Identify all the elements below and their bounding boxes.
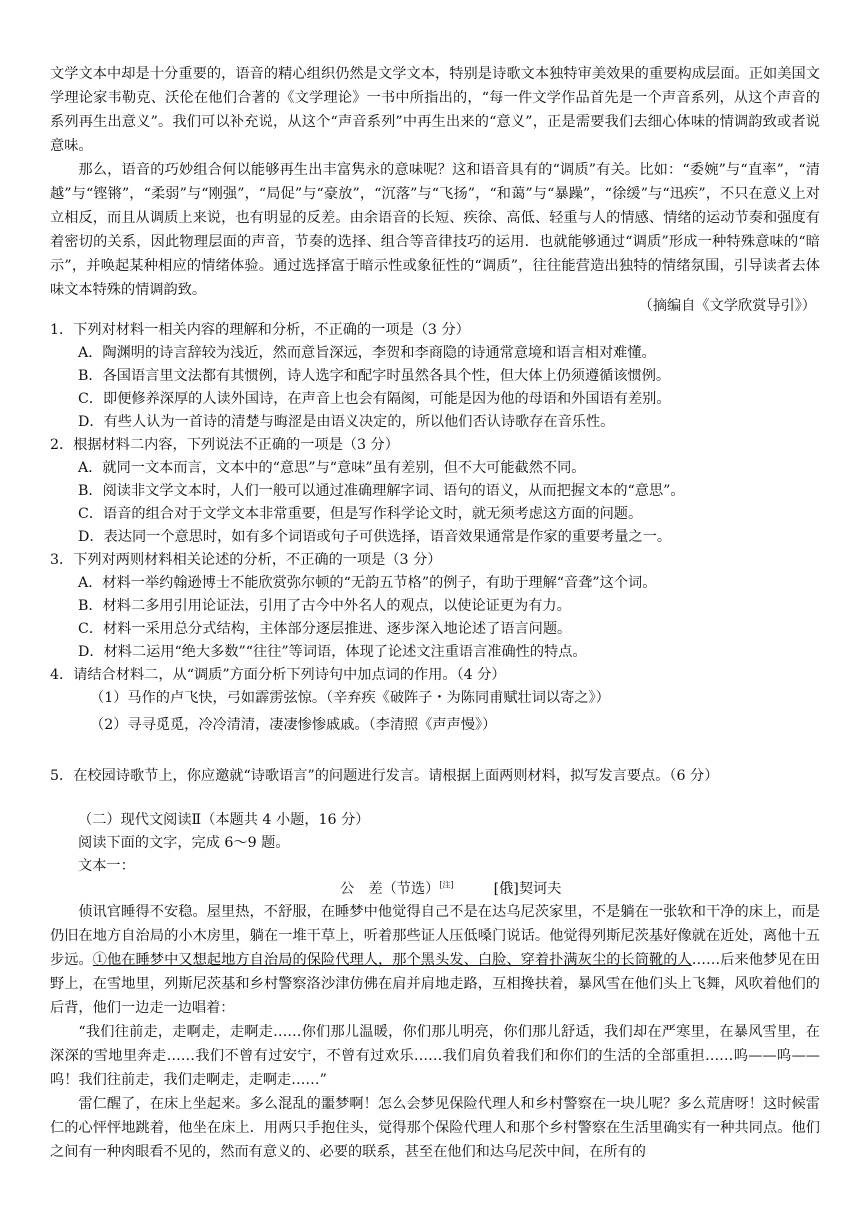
story-paragraph-1-start: 侦讯官睡得不安稳。屋里热，不舒服，在睡梦中他觉得自己不是在达乌尼茨家里，不是躺在一张软和干净的床上，而是仍旧在地方自治局的小木房里，躺在一堆干草上，听着那些证人压低嗓门说话。他觉得列斯尼茨基好像就在近处，离他十五步远。 xyxy=(50,904,820,968)
story-author: [俄]契诃夫 xyxy=(493,881,562,897)
question-2-option-c: C．语音的组合对于文学文本非常重要，但是写作科学论文时，就无须考虑这方面的问题。 xyxy=(78,506,643,522)
material-2-paragraph-2: 那么，语音的巧妙组合何以能够再生出丰富隽永的意味呢？这和语音具有的“调质”有关。比如：“委婉”与“直率”，“清越”与“铿锵”，“柔弱”与“刚强”，“局促”与“豪放”，“沉落”与“飞扬”，“和蔼”与“暴躁”，“徐缓”与“迅疾”，不只在意义上对立相反，而且从调质上来说，也有明显的反差。由余语音的长短、疾徐、高低、轻重与人的情感、情绪的运动节奏和强度有着密切的关系，因此物理层面的声音，节奏的选择、组合等音律技巧的运用．也就能够通过“调质”形成一种特殊意味的“暗示”，并唤起某种相应的情绪体验。通过选择富于暗示性或象征性的“调质”，往往能营造出独特的情绪氛围，引导读者去体味文本特殊的情调韵致。 xyxy=(50,162,820,298)
question-2-stem: 2．根据材料二内容，下列说法不正确的一项是（3 分） xyxy=(50,437,399,453)
question-4-poem-2: （2）寻寻觅觅，冷冷清清，凄凄惨惨戚戚。（李清照《声声慢》） xyxy=(90,717,497,733)
question-2-option-a: A．就同一文本而言，文本中的“意思”与“意味”虽有差别，但不大可能截然不同。 xyxy=(78,460,586,476)
question-3-stem: 3．下列对两则材料相关论述的分析，不正确的一项是（3 分） xyxy=(50,552,442,568)
story-paragraph-1 xyxy=(50,900,820,1020)
question-1-stem: 1．下列对材料一相关内容的理解和分析，不正确的一项是（3 分） xyxy=(50,322,470,338)
story-title-text: 公 差（节选） xyxy=(340,881,440,897)
source-citation: （摘编自《文学欣赏导引》） xyxy=(638,298,816,314)
text-1-label: 文本一： xyxy=(78,858,135,874)
question-1-option-d: D．有些人认为一首诗的清楚与晦涩是由语义决定的，所以他们否认诗歌存在音乐性。 xyxy=(78,414,615,430)
question-3-option-d: D．材料二运用“绝大多数”“往往”等词语，体现了论述文注重语言准确性的特点。 xyxy=(78,644,587,660)
question-1-option-b: B．各国语言里文法都有其惯例，诗人选字和配字时虽然各具个性，但大体上仍须遵循该惯例。 xyxy=(78,368,671,384)
question-5: 5．在校园诗歌节上，你应邀就“诗歌语言”的问题进行发言。请根据上面两则材料，拟写发言要点。（6 分） xyxy=(50,768,719,784)
section-2-heading: （二）现代文阅读Ⅱ（本题共 4 小题，16 分） xyxy=(78,812,370,828)
story-song-paragraph: “我们往前走，走啊走，走啊走……你们那儿温暖，你们那儿明亮，你们那儿舒适，我们却在严寒里，在暴风雪里，在深深的雪地里奔走……我们不曾有过安宁，不曾有过欢乐……我们肩负着我们和你们的生活的全部重担……呜——呜——呜！我们往前走，我们走啊走，走啊走……” xyxy=(50,1024,820,1088)
question-1-option-a: A．陶渊明的诗言辞较为浅近，然而意旨深远，李贺和李商隐的诗通常意境和语言相对难懂。 xyxy=(78,345,656,361)
question-2-option-d: D．表达同一个意思时，如有多个词语或句子可供选择，语音效果通常是作家的重要考量之一。 xyxy=(78,529,672,545)
story-underlined-sentence-1: ①他在睡梦中又想起地方自治局的保险代理人，那个黑头发、白脸、穿着扑满灰尘的长筒靴的人 xyxy=(92,952,692,968)
material-2-paragraph-1: 文学文本中却是十分重要的，语音的精心组织仍然是文学文本，特别是诗歌文本独特审美效果的重要构成层面。正如美国文学理论家韦勒克、沃伦在他们合著的《文学理论》一书中所指出的，“每一件文学作品首先是一个声音系列，从这个声音的系列再生出意义”。我们可以补充说，从这个“声音系列”中再生出来的“意义”，正是需要我们去细心体味的情调韵致或者说意味。 xyxy=(50,66,820,154)
question-3-option-b: B．材料二多用引用论证法，引用了古今中外名人的观点，以使论证更为有力。 xyxy=(78,598,571,614)
question-1-option-c: C．即便修养深厚的人读外国诗，在声音上也会有隔阂，可能是因为他的母语和外国语有差别。 xyxy=(78,391,671,407)
question-4-stem: 4．请结合材料二，从“调质”方面分析下列诗句中加点词的作用。（4 分） xyxy=(50,667,506,683)
question-3-option-a: A．材料一举约翰逊博士不能欣赏弥尔顿的“无韵五节格”的例子，有助于理解“音聋”这个词。 xyxy=(78,575,657,591)
story-title xyxy=(340,877,561,901)
section-2-instruction: 阅读下面的文字，完成 6～9 题。 xyxy=(78,835,290,851)
story-paragraph-3: 雷仁醒了，在床上坐起来。多么混乱的噩梦啊！怎么会梦见保险代理人和乡村警察在一块儿呢？多么荒唐呀！这时候雷仁的心怦怦地跳着，他坐在床上．用两只手抱住头，觉得那个保险代理人和那个乡村警察在生活里确实有一种共同点。他们之间有一种肉眼看不见的，然而有意义的、必要的联系，甚至在他们和达乌尼茨中间，在所有的 xyxy=(50,1096,820,1160)
story-title-note: [注] xyxy=(439,880,454,890)
question-4-poem-1: （1）马作的卢飞快，弓如霹雳弦惊。（辛弃疾《破阵子・为陈同甫赋壮词以寄之》） xyxy=(90,690,610,706)
story-paragraph-1-end: ……后来他梦见在田野上，在雪地里，列斯尼茨基和乡村警察洛沙津仿佛在肩并肩地走路，互相搀扶着，暴风雪在他们头上飞舞，风吹着他们的后背，他们一边走一边唱着： xyxy=(50,952,820,1016)
question-3-option-c: C．材料一采用总分式结构，主体部分逐层推进、逐步深入地论述了语言问题。 xyxy=(78,621,572,637)
question-2-option-b: B．阅读非文学文本时，人们一般可以通过准确理解字词、语句的语义，从而把握文本的“意思”。 xyxy=(78,483,685,499)
